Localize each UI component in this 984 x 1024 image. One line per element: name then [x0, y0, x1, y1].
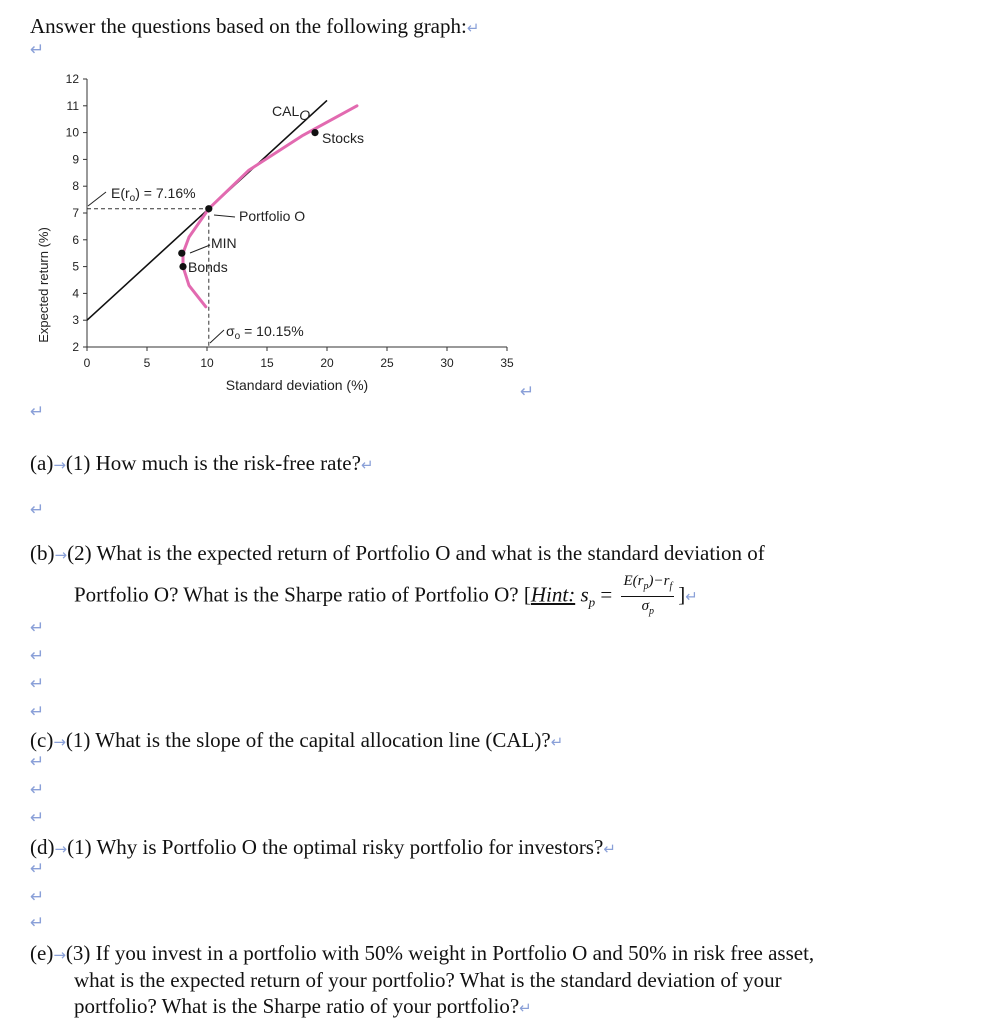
paragraph-mark-icon: ↵: [520, 382, 535, 402]
intro-text: Answer the questions based on the following graph:↵: [30, 14, 480, 38]
portfolio-pointer: [214, 215, 235, 217]
question-b: (b)→(2) What is the expected return of Portfolio O and what is the standard deviation of: [30, 541, 765, 565]
paragraph-mark-icon: ↵: [30, 780, 45, 800]
paragraph-mark-icon: ↵: [30, 618, 45, 638]
paragraph-mark-icon: ↵: [30, 913, 45, 933]
point-bonds: [179, 263, 186, 270]
paragraph-mark-icon: ↵: [30, 752, 45, 772]
paragraph-mark-icon: ↵: [30, 674, 45, 694]
paragraph-mark-icon: ↵: [30, 402, 45, 422]
question-e-line3: portfolio? What is the Sharpe ratio of your portfolio?↵: [74, 994, 532, 1018]
y-axis-label: Expected return (%): [36, 227, 51, 343]
x-axis-label: Standard deviation (%): [225, 377, 369, 393]
paragraph-mark-icon: ↵: [30, 646, 45, 666]
portfolio-o-label: Portfolio O: [239, 208, 306, 224]
y-tick-label: 11: [66, 98, 79, 113]
sigma-pointer: [210, 330, 224, 343]
chart-guides: [87, 209, 209, 347]
y-tick-label: 12: [65, 72, 79, 86]
efficient-frontier-chart: [30, 68, 590, 408]
x-tick-label: 20: [320, 356, 334, 370]
paragraph-mark-icon: ↵: [30, 859, 45, 879]
y-tick-label: 9: [72, 152, 79, 167]
x-tick-label: 30: [440, 356, 454, 370]
question-e: (e)→(3) If you invest in a portfolio with 50% weight in Portfolio O and 50% in risk free asset,: [30, 941, 815, 965]
paragraph-mark-icon: ↵: [30, 887, 45, 907]
y-tick-label: 7: [72, 206, 79, 220]
stocks-label: Stocks: [322, 130, 365, 146]
y-tick-label: 6: [72, 232, 79, 247]
y-tick-label: 8: [72, 179, 79, 194]
y-tick-label: 5: [72, 259, 79, 274]
sharpe-fraction: $\frac{E(r_p)-r_f}{\sigma_p}$: [623, 573, 673, 617]
x-tick-label: 0: [83, 356, 91, 370]
paragraph-mark-icon: ↵: [30, 808, 45, 828]
min-pointer: [190, 245, 210, 253]
question-d: (d)→(1) Why is Portfolio O the optimal risky portfolio for investors?↵: [30, 835, 616, 859]
sigma-label: $\sigma_o = 10.15\%$: [226, 323, 304, 342]
paragraph-mark-icon: ↵: [30, 40, 45, 60]
er-label: $E(r_o) = 7.16\%$: [111, 185, 196, 204]
point-portfolio-o: [205, 205, 212, 212]
x-tick-label: 15: [260, 356, 274, 370]
min-label: MIN: [211, 235, 237, 251]
y-tick-label: 4: [72, 286, 79, 301]
y-tick-label: 3: [72, 313, 79, 328]
question-c: (c)→(1) What is the slope of the capital allocation line (CAL)?↵: [30, 728, 564, 752]
er-pointer: [88, 192, 106, 206]
y-tick-label: 2: [72, 340, 79, 354]
bonds-label: Bonds: [188, 259, 228, 275]
x-tick-label: 5: [143, 356, 151, 370]
cal-label: CALO: [272, 103, 311, 123]
x-tick-label: 10: [200, 356, 214, 370]
point-stocks: [311, 129, 318, 136]
x-tick-label: 25: [380, 356, 394, 370]
paragraph-mark-icon: ↵: [30, 702, 45, 722]
x-tick-label: 35: [500, 356, 514, 370]
point-min: [178, 250, 185, 257]
question-a: (a)→(1) How much is the risk-free rate?↵: [30, 451, 374, 475]
paragraph-mark-icon: ↵: [30, 500, 45, 520]
question-b-line2: Portfolio O? What is the Sharpe ratio of Portfolio O? [Hint: $s_p$ = $\frac{E(r_p)-r_f}{\sigma_p}$ ]↵: [74, 572, 698, 621]
paragraph-mark-icon: ↵: [466, 19, 480, 37]
y-tick-label: 10: [65, 125, 79, 140]
question-e-line2: what is the expected return of your portfolio? What is the standard deviation of your: [74, 968, 782, 992]
